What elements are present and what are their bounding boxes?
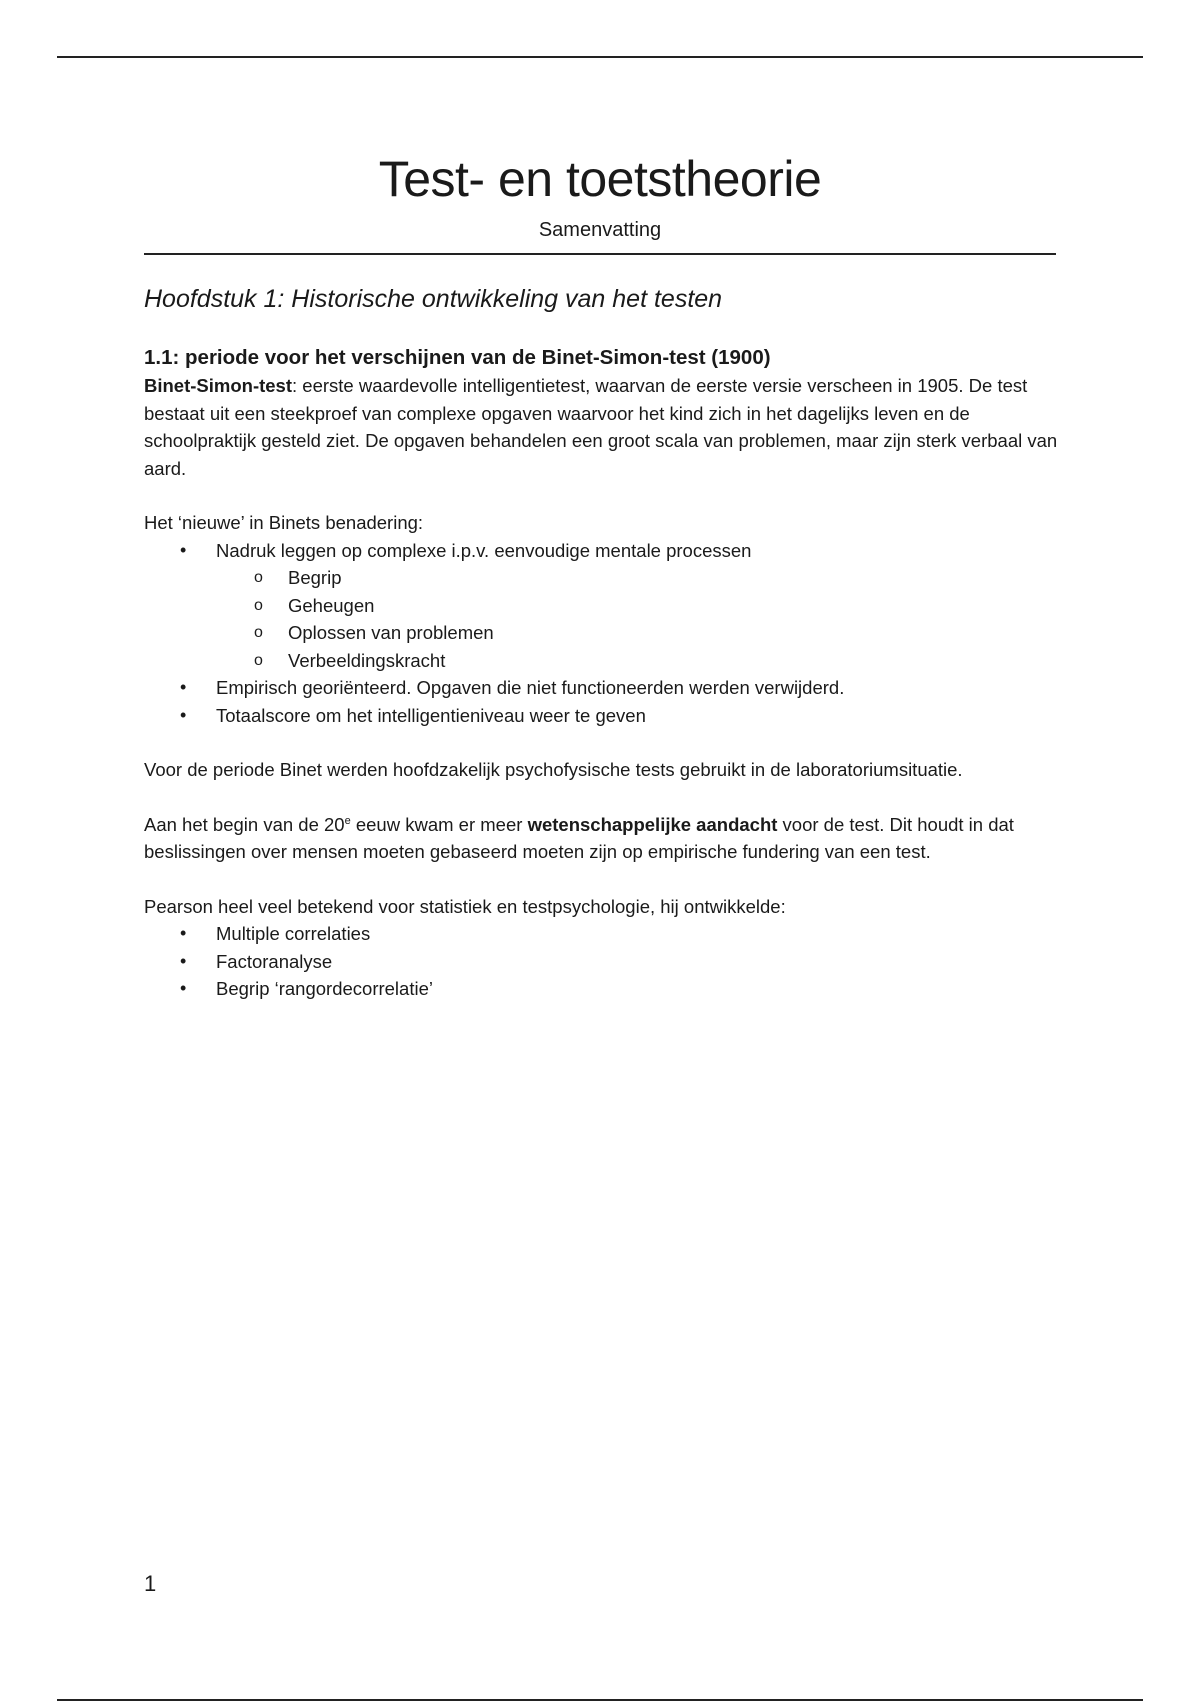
pearson-list [144,920,1064,1003]
document-subtitle: Samenvatting [538,219,662,241]
sub-list [216,564,1064,674]
page-number: 1 [144,1571,157,1596]
superscript: e [344,814,351,827]
list-item-text: Nadruk leggen op complexe i.p.v. eenvoudige mentale processen [216,539,752,561]
paragraph-new-approach: Het ‘nieuwe’ in Binets benadering: [144,512,424,533]
sub-list-item: o Verbeeldingskracht [216,647,1064,675]
title-rule [144,253,1056,255]
list-item: • Factoranalyse [144,948,1064,976]
sub-list-item: o Begrip [216,564,1064,592]
paragraph-text: eeuw kwam er meer [350,813,528,835]
paragraph-binet-simon-text: : eerste waardevolle intelligentietest, waarvan de eerste versie verscheen in 1905. De test bestaat uit een steekproef van complexe opgaven waarvoor het kind zich in het dagelijks leven en de schoolpraktijk gesteld ziet. De opgaven behandelen een groot scala van problemen, maar zijn sterk verbaal van aard. [144,375,1058,479]
header-rule [57,56,1143,58]
paragraph-binet-period: Voor de periode Binet werden hoofdzakelijk psychofysische tests gebruikt in de laboratoriumsituatie. [144,759,963,780]
document-title: Test- en toetstheorie [378,151,822,207]
sub-list-item: o Oplossen van problemen [216,619,1064,647]
paragraph-20th-century [144,811,1064,866]
term-scientific-attention: wetenschappelijke aandacht [527,813,778,835]
new-approach-list [144,537,1064,730]
paragraph-binet-simon [144,372,1064,482]
title-block [144,148,1056,244]
paragraph-text: Aan het begin van de 20 [144,813,345,835]
list-item: • Multiple correlaties [144,920,1064,948]
chapter-heading: Hoofdstuk 1: Historische ontwikkeling van het testen [144,285,723,313]
list-item: • Empirisch georiënteerd. Opgaven die niet functioneerden werden verwijderd. [144,674,1064,702]
paragraph-pearson: Pearson heel veel betekend voor statistiek en testpsychologie, hij ontwikkelde: [144,895,786,917]
document-body [144,282,1064,1003]
list-item [144,537,1064,675]
paragraph-text: voor de test. Dit houdt in dat beslissingen over mensen moeten gebaseerd moeten zijn op empirische fundering van een test. [144,813,1014,862]
sub-list-item: o Geheugen [216,592,1064,620]
list-item: • Totaalscore om het intelligentieniveau weer te geven [144,702,1064,730]
section-heading: 1.1: periode voor het verschijnen van de Binet-Simon-test (1900) [144,346,771,369]
term-binet-simon: Binet-Simon-test [144,375,292,396]
list-item: • Begrip ‘rangordecorrelatie’ [144,975,1064,1003]
